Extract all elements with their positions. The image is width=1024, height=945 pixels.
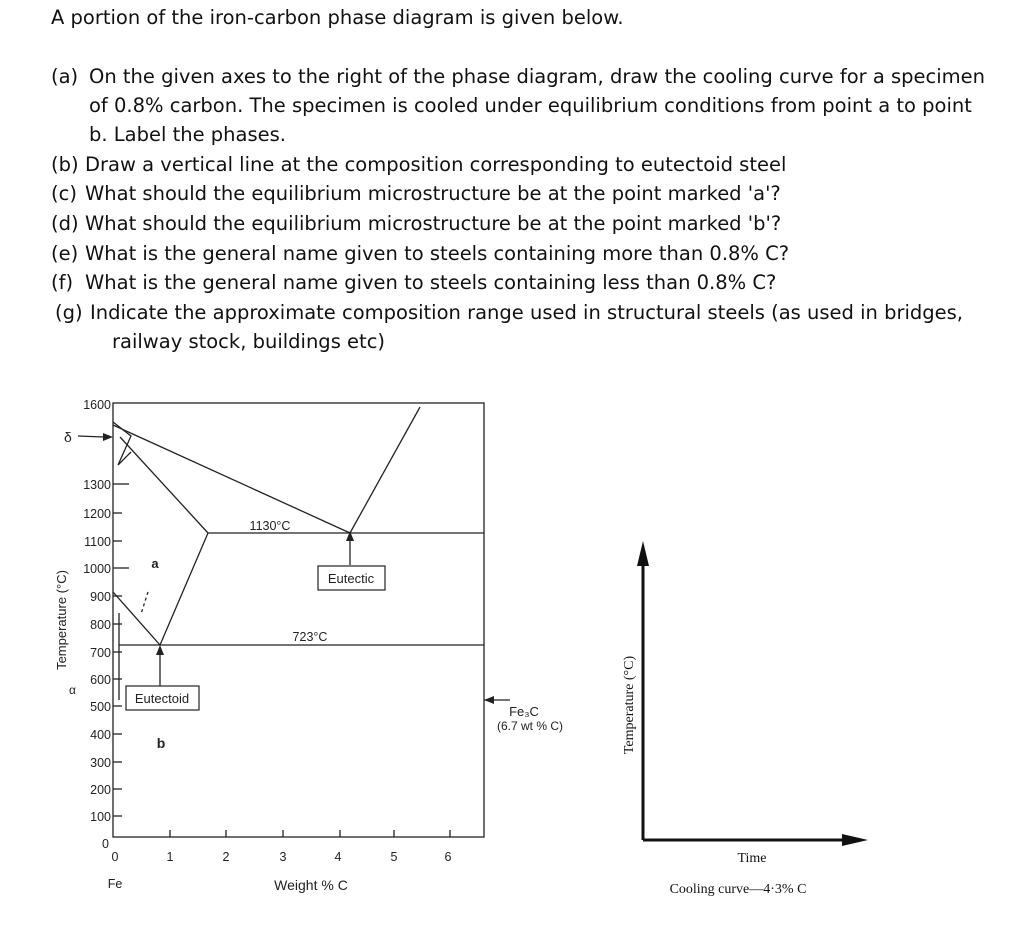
y-tick-1300: 1300 bbox=[83, 478, 111, 492]
part-c-text: What should the equilibrium microstructure be at the point marked 'a'? bbox=[85, 182, 781, 205]
y-tick-1100: 1100 bbox=[84, 535, 111, 549]
cooling-caption: Cooling curve—4·3% C bbox=[669, 882, 807, 897]
y-axis-arrowhead bbox=[637, 541, 649, 566]
eutectoid-arrowhead bbox=[156, 645, 164, 655]
y-tick-1000: 1000 bbox=[83, 562, 111, 576]
x-tick-5: 5 bbox=[390, 850, 398, 864]
part-g-line-2: railway stock, buildings etc) bbox=[112, 330, 386, 353]
y-tick-1600: 1600 bbox=[83, 398, 111, 412]
point-a-label: a bbox=[151, 556, 159, 571]
part-b-text: Draw a vertical line at the composition corresponding to eutectoid steel bbox=[85, 153, 787, 176]
liquidus-left bbox=[113, 425, 350, 533]
x-axis-label: Weight % C bbox=[274, 877, 348, 893]
part-d-text: What should the equilibrium microstructure be at the point marked 'b'? bbox=[85, 212, 782, 235]
y-tick-500: 500 bbox=[90, 700, 111, 714]
part-g-line-1: Indicate the approximate composition range used in structural steels (as used in bridges, bbox=[90, 301, 964, 324]
y-tick-1200: 1200 bbox=[83, 507, 111, 521]
eutectic-box-label: Eutectic bbox=[327, 571, 375, 586]
part-a-line-2: of 0.8% carbon. The specimen is cooled under equilibrium conditions from point a to point bbox=[89, 94, 972, 117]
a3-line bbox=[113, 592, 160, 645]
y-tick-0: 0 bbox=[102, 837, 109, 851]
part-g-label: (g) bbox=[55, 301, 83, 324]
iron-carbon-phase-diagram bbox=[0, 380, 620, 920]
part-b-label: (b) bbox=[51, 153, 79, 176]
cooling-curve-axes bbox=[600, 520, 880, 910]
delta-region bbox=[113, 422, 131, 465]
x-tick-0: 0 bbox=[111, 850, 119, 864]
x-tick-4: 4 bbox=[334, 850, 342, 864]
delta-arrowhead bbox=[103, 433, 113, 441]
eutectoid-box-label: Eutectoid bbox=[134, 691, 190, 706]
y-tick-900: 900 bbox=[90, 590, 111, 604]
part-a-label: (a) bbox=[51, 65, 79, 88]
fe3c-label: Fe₃C bbox=[509, 704, 539, 719]
fe3c-composition: (6.7 wt % C) bbox=[496, 719, 564, 733]
cooling-y-label: Temperature (°C) bbox=[622, 655, 637, 755]
y-tick-200: 200 bbox=[90, 783, 111, 797]
part-f-text: What is the general name given to steels containing less than 0.8% C? bbox=[85, 271, 777, 294]
liquidus-right bbox=[350, 407, 420, 533]
alpha-label: α bbox=[69, 683, 76, 697]
solidus bbox=[120, 437, 208, 533]
y-tick-700: 700 bbox=[90, 646, 111, 660]
y-tick-600: 600 bbox=[90, 673, 111, 687]
plot-frame bbox=[113, 403, 484, 837]
acm-line bbox=[160, 533, 208, 645]
part-a-line-3: b. Label the phases. bbox=[89, 123, 286, 146]
eutectic-temp-label: 1130°C bbox=[249, 519, 291, 533]
x-tick-6: 6 bbox=[444, 850, 452, 864]
part-d-label: (d) bbox=[51, 212, 79, 235]
eutectoid-temp-label: 723°C bbox=[292, 630, 328, 644]
y-tick-400: 400 bbox=[90, 728, 111, 742]
fe-label: Fe bbox=[107, 877, 123, 891]
y-axis-label: Temperature (°C) bbox=[54, 570, 69, 670]
part-c-label: (c) bbox=[51, 182, 77, 205]
fe3c-arrowhead bbox=[484, 696, 494, 704]
cooling-x-label: Time bbox=[737, 851, 767, 866]
x-axis-arrowhead bbox=[842, 834, 868, 846]
y-tick-100: 100 bbox=[90, 810, 111, 824]
question-intro: A portion of the iron-carbon phase diagram is given below. bbox=[51, 6, 624, 29]
x-tick-1: 1 bbox=[166, 850, 174, 864]
part-a-line-1: On the given axes to the right of the phase diagram, draw the cooling curve for a specimen bbox=[89, 65, 986, 88]
y-tick-300: 300 bbox=[90, 756, 111, 770]
part-e-label: (e) bbox=[51, 242, 79, 265]
point-b-label: b bbox=[156, 735, 166, 751]
x-tick-2: 2 bbox=[222, 850, 230, 864]
part-e-text: What is the general name given to steels containing more than 0.8% C? bbox=[85, 242, 790, 265]
delta-label: δ bbox=[64, 429, 72, 445]
part-f-label: (f) bbox=[51, 271, 74, 294]
x-tick-3: 3 bbox=[279, 850, 287, 864]
y-tick-800: 800 bbox=[90, 618, 111, 632]
